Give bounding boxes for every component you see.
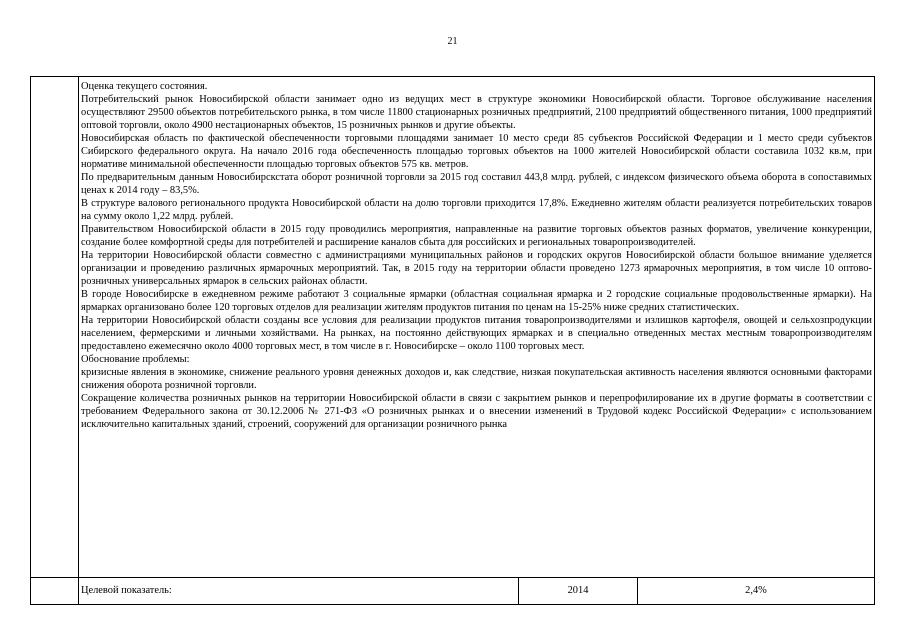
empty-left-cell	[31, 578, 79, 604]
paragraph: На территории Новосибирской области совместно с администрациями муниципальных районов и городских округов Новосибирской области большое внимание уделяется организации и проведению различных ярмарочных мероприятий. Так, в 2015 году на территории области проведено 1273 ярмарочных мероприятия, в том числе 10 оптово-розничных универсальных ярмарок в сельских районах области.	[81, 250, 872, 287]
paragraph: В городе Новосибирске в ежедневном режиме работают 3 социальные ярмарки (областная социальная ярмарка и 2 городские социальные продовольственные ярмарки). На ярмарках организовано более 120 торговых отделов для реализации жителям продуктов питания по ценам на 15-25% ниже средних статистических.	[81, 289, 872, 313]
paragraph: Потребительский рынок Новосибирской области занимает одно из ведущих мест в структуре экономики Новосибирской области. Торговое обслуживание населения осуществляют 29500 объектов потребительского рынка, в том числе 11800 стационарных розничных предприятий, 2100 предприятий общественного питания, 1000 предприятий оптовой торговли, около 4900 нестационарных объектов, 15 розничных рынков и другие объекты.	[81, 94, 872, 131]
empty-left-cell	[31, 77, 79, 577]
paragraph: Обоснование проблемы:	[81, 354, 190, 365]
paragraph: Новосибирская область по фактической обеспеченности торговыми площадями занимает 10 место среди 85 субъектов Российской Федерации и 1 место среди субъектов Сибирского федерального округа. На начало 2016 года обеспеченность площадью торговых объектов на 1000 жителей Новосибирской области составила 1032 кв.м, при нормативе минимальной обеспеченности площадью торговых объектов 575 кв. метров.	[81, 133, 872, 170]
paragraph: По предварительным данным Новосибирскстата оборот розничной торговли за 2015 год составил 443,8 млрд. рублей, с индексом физического объема оборота в сопоставимых ценах к 2014 году – 83,5%.	[81, 172, 872, 196]
target-year: 2014	[518, 578, 638, 604]
section-heading: Оценка текущего состояния.	[81, 81, 208, 92]
paragraph: На территории Новосибирской области созданы все условия для реализации продуктов питания товаропроизводителями и излишков картофеля, овощей и сельхозпродукции населением, фермерскими и личными хозяйствами. На рынках, на постоянно действующих ярмарках и в специально отведенных местах местным товаропроизводителям предоставлено ежемесячно около 4000 торговых мест, в том числе в г. Новосибирске – около 1100 торговых мест.	[81, 315, 872, 352]
document-table	[30, 76, 875, 605]
paragraph: В структуре валового регионального продукта Новосибирской области на долю торговли приходится 17,8%. Ежедневно жителям области реализуется потребительских товаров на сумму около 1,22 млрд. рублей.	[81, 198, 872, 222]
assessment-text	[81, 80, 872, 431]
target-row	[31, 578, 874, 604]
assessment-row	[31, 77, 874, 578]
page-number: 21	[447, 36, 458, 47]
paragraph: Сокращение количества розничных рынков на территории Новосибирской области в связи с закрытием рынков и перепрофилирование их в другие форматы в соответствии с требованием Федерального закона от 30.12.2006 № 271-ФЗ «О розничных рынках и о внесении изменений в Трудовой кодекс Российской Федерации» с использованием исключительно капитальных зданий, строений, сооружений для организации розничного рынка	[81, 393, 872, 430]
paragraph: Правительством Новосибирской области в 2015 году проводились мероприятия, направленные на развитие торговых объектов разных форматов, увеличение конкуренции, создание более комфортной среды для потребителей и расширение каналов сбыта для российских и региональных товаропроизводителей.	[81, 224, 872, 248]
target-value: 2,4%	[745, 585, 767, 596]
target-label: Целевой показатель:	[81, 585, 172, 596]
paragraph: кризисные явления в экономике, снижение реального уровня денежных доходов и, как следствие, низкая покупательская активность населения являются основными факторами снижения оборота розничной торговли.	[81, 367, 872, 391]
